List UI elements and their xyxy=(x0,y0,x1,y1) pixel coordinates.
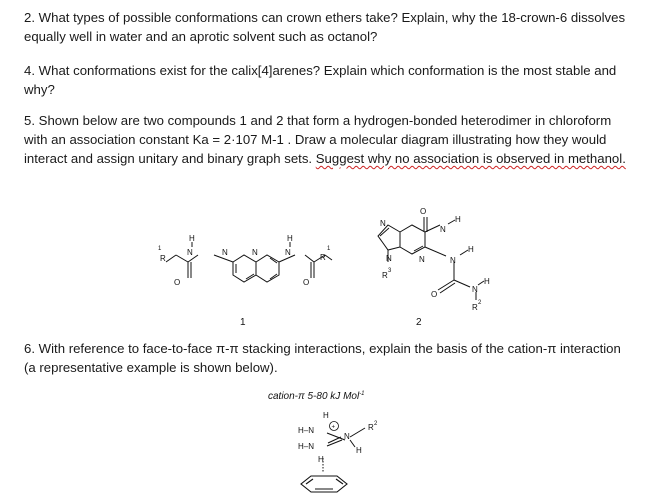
hn-top-label: H–N xyxy=(298,426,315,435)
atom-n: N xyxy=(285,248,291,257)
question-2: 2. What types of possible conformations can crown ethers take? Explain, why the 18-crown-6 dissolves equally well in water and an aprotic solvent such as octanol? xyxy=(24,10,626,44)
atom-r: R xyxy=(382,271,388,280)
atom-n: N xyxy=(344,432,350,441)
atom-n: N xyxy=(386,254,392,263)
atom-h: H xyxy=(189,234,195,243)
atom-r: R xyxy=(472,303,478,312)
cation-pi-caption-superscript: -1 xyxy=(359,391,365,397)
atom-h: H xyxy=(356,446,362,455)
atom-n: N xyxy=(380,219,386,228)
cation-pi-caption-text: cation-π 5-80 kJ Mol xyxy=(268,391,360,402)
atom-r-superscript: 3 xyxy=(388,268,392,274)
atom-n: N xyxy=(187,248,193,257)
atom-o: O xyxy=(431,290,438,299)
atom-o: O xyxy=(174,278,181,287)
question-5-text: 5. Shown below are two compounds 1 and 2 that form a hydrogen-bonded heterodimer in chloroform with an association constant Ka = 2·107 M-1 . Draw a molecular diagram illustrating how they would interact and assign unitary and binary graph sets. xyxy=(24,113,612,166)
atom-n: N xyxy=(472,285,478,294)
hn-bottom-label: H–N xyxy=(298,442,315,451)
cation-pi-caption xyxy=(268,391,365,402)
atom-n: N xyxy=(222,248,228,257)
atom-n: N xyxy=(440,225,446,234)
atom-o: O xyxy=(303,278,310,287)
atom-r: R xyxy=(320,253,326,262)
compound-2-label: 2 xyxy=(416,317,422,328)
question-6: 6. With reference to face-to-face π-π stacking interactions, explain the basis of the cation-π interaction (a representative example is shown below). xyxy=(24,341,621,375)
question-4: 4. What conformations exist for the calix[4]arenes? Explain which conformation is the most stable and why? xyxy=(24,63,617,97)
atom-o: O xyxy=(420,207,427,216)
atom-n: N xyxy=(252,248,258,257)
atom-h: H xyxy=(323,411,329,420)
question-5-flagged-text: Suggest why no association is observed in methanol. xyxy=(315,151,626,166)
compound-1-label: 1 xyxy=(240,317,246,328)
atom-n: N xyxy=(419,255,425,264)
plus-charge-symbol: + xyxy=(331,424,336,431)
atom-h: H xyxy=(455,215,461,224)
atom-r-superscript: 2 xyxy=(478,300,482,306)
atom-r-superscript: 2 xyxy=(374,421,378,427)
atom-n: N xyxy=(450,256,456,265)
atom-h: H xyxy=(287,234,293,243)
atom-r: R xyxy=(368,423,374,432)
atom-h: H xyxy=(468,245,474,254)
atom-r: R xyxy=(160,254,166,263)
atom-r-superscript: 1 xyxy=(327,246,331,252)
atom-h: H xyxy=(484,277,490,286)
atom-r-superscript: 1 xyxy=(158,246,162,252)
atom-h: H xyxy=(318,455,324,464)
